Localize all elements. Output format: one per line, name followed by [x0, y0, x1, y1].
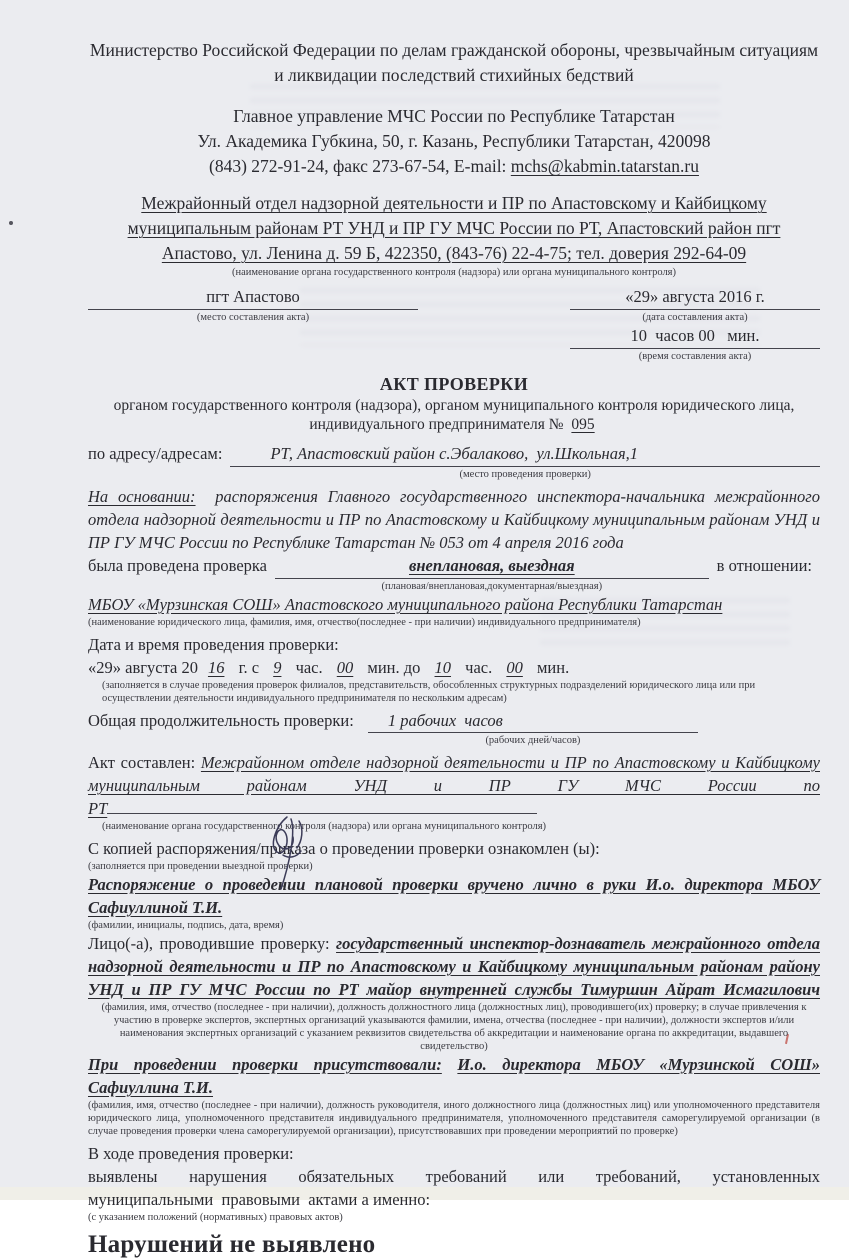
inspector-caption: (фамилия, имя, отчество (последнее - при наличии), должность должностного лица (должностных лиц), проводившего(их) проверку; в случае привлечения к участию в проверке экспертов, экспертных организаций указываются фамилии, имена, отчества (последнее - при наличии), должности экспертов и/или наименования экспертных организаций с указанием реквизитов свидетельства об аккредитации и наименование органа по аккредитации, выдавшего свидетельство) [101, 1002, 807, 1052]
ministry-name: Министерство Российской Федерации по делам гражданской обороны, чрезвычайным ситуациям и ликвидации последствий стихийных бедствий [89, 40, 819, 85]
findings-intro: В ходе проведения проверки: [88, 1144, 294, 1163]
composed-caption: (наименование органа государственного контроля (надзора) или органа муниципального контроля) [102, 821, 547, 832]
attendees-line-2 [88, 1076, 820, 1099]
datetime-caption: (заполняется в случае проведения проверок филиалов, представительств, обособленных структурных подразделений юридического лица или при осуществлении деятельности индивидуального предпринимателя по нескольким адресам) [102, 680, 756, 704]
basis-value: распоряжения Главного государственного инспектора-начальника межрайонного отдела надзорной деятельности и ПР по Апастовскому и Кайбицкому муниципальным районам УНД и ПР ГУ МЧС России по Республике Татарстан № 053 от 4 апреля 2016 года [88, 487, 820, 552]
composed-label: Акт составлен: [88, 753, 196, 772]
document-subtitle-2 [88, 415, 820, 434]
composed-value-3: РТ [88, 799, 108, 818]
subtitle2-prefix: индивидуального предпринимателя № [309, 416, 564, 433]
from-min-value: 00 [336, 658, 354, 677]
conducted-suffix: в отношении: [716, 556, 812, 575]
act-place-caption: (место составления акта) [196, 312, 310, 323]
act-time-value: 10 часов 00 мин. [570, 324, 820, 349]
act-datetime-block [570, 285, 820, 363]
department-address: Ул. Академика Губкина, 50, г. Казань, Республики Татарстан, 420098 [197, 131, 711, 151]
copy-value-line-1: Распоряжение о проведении плановой проверки вручено лично в руки И.о. директора МБОУ [88, 875, 820, 894]
inspector-label: Лицо(-а), проводившие проверку: [88, 934, 330, 953]
copy-note: (заполняется при проведении выездной проверки) [88, 861, 313, 872]
composed-line-2: муниципальным районам УНД и ПР ГУ МЧС России по [88, 776, 820, 795]
attendees-caption: (фамилия, имя, отчество (последнее - при наличии), должность руководителя, иного должностного лица (должностных лиц) или уполномоченного представителя юридического лица, уполномоченного представителя индивидуального предпринимателя, уполномоченного представителя саморегулируемой организации (в случае проведения проверки члена саморегулируемой организации), присутствовавших при проведении мероприятий по проверке) [88, 1100, 820, 1137]
to-hour-value: 10 [434, 658, 452, 677]
copy-acknowledgement-block [88, 837, 820, 932]
datetime-seg4: час. [465, 658, 493, 677]
attendees-value-1: И.о. директора МБОУ «Мурзинской СОШ» [457, 1055, 820, 1074]
authority-caption: (наименование органа государственного контроля (надзора) или органа муниципального контроля) [231, 267, 677, 278]
duration-value: 1 рабочих часов [368, 709, 698, 733]
address-caption: (место проведения проверки) [459, 469, 591, 480]
datetime-seg2: час. [295, 658, 323, 677]
basis-label: На основании: [88, 487, 196, 506]
act-place-block [88, 285, 418, 363]
act-meta-row [88, 285, 820, 363]
datetime-seg3: мин. до [367, 658, 421, 677]
inspection-address-row [88, 442, 820, 481]
composed-line-1 [88, 751, 820, 774]
copy-label: С копией распоряжения/приказа о проведении проверки ознакомлен (ы): [88, 839, 600, 858]
inspected-entity: МБОУ «Мурзинская СОШ» Апастовского муниципального района Республики Татарстан [88, 595, 723, 614]
act-date-value: «29» августа 2016 г. [570, 285, 820, 310]
duration-row [88, 709, 820, 747]
inspector-paragraph [88, 932, 820, 1001]
basis-paragraph [88, 485, 820, 554]
authority-name: Межрайонный отдел надзорной деятельности и ПР по Апастовскому и Кайбицкому муниципальным районам РТ УНД и ПР ГУ МЧС России по РТ, Апастовский район пгт Апастово, ул. Ленина д. 59 Б, 422350, (843-76) 22-4-75; тел. доверия 292-64-09 [127, 193, 781, 263]
duration-label: Общая продолжительность проверки: [88, 711, 354, 730]
act-time-caption: (время составления акта) [638, 351, 752, 362]
composed-line-3 [88, 797, 820, 820]
phone-fax-text: (843) 272-91-24, факс 273-67-54, E-mail: [209, 156, 511, 176]
datetime-seg1: г. с [234, 658, 260, 677]
department-name: Главное управление МЧС России по Республике Татарстан [233, 106, 675, 126]
conducted-prefix: была проведена проверка [88, 556, 267, 575]
inspector-value: государственный инспектор-дознаватель межрайонного отдела надзорной деятельности и ПР по Апастовскому и Кайбицкому муниципальным районам району УНД и ПР ГУ МЧС России по РТ майор внутренней службы Тимуршин Айрат Исмагилович [88, 934, 820, 999]
blank-line [107, 797, 537, 814]
findings-line-2: муниципальными правовыми актами а именно: [88, 1190, 431, 1209]
datetime-line [88, 656, 820, 679]
scan-ink-dot [9, 221, 13, 225]
address-value: РТ, Апастовский район с.Эбалаково, ул.Школьная,1 [230, 442, 820, 467]
copy-value-line-2 [88, 896, 820, 919]
from-hour-value: 9 [273, 658, 282, 677]
address-label: по адресу/адресам: [88, 444, 223, 463]
act-place-value: пгт Апастово [88, 285, 418, 310]
composed-value-1: Межрайонном отделе надзорной деятельности и ПР по Апастовскому и Кайбицкому [200, 753, 820, 772]
copy-caption: (фамилии, инициалы, подпись, дата, время) [88, 920, 284, 931]
findings-caption: (с указанием положений (нормативных) правовых актов) [88, 1212, 343, 1223]
datetime-prefix: «29» августа 20 [88, 658, 198, 677]
department-contacts [88, 154, 820, 179]
attendees-value-2: Сафиуллина Т.И. [88, 1078, 214, 1097]
check-type-row [88, 554, 820, 593]
attendees-label: При проведении проверки присутствовали: [88, 1055, 442, 1074]
document-subtitle-1: органом государственного контроля (надзора), органом муниципального контроля юридического лица, [113, 397, 795, 414]
duration-caption: (рабочих дней/часов) [485, 735, 581, 746]
email-text: mchs@kabmin.tatarstan.ru [510, 156, 699, 176]
check-type-caption: (плановая/внеплановая,документарная/выездная) [381, 581, 603, 592]
datetime-seg5: мин. [536, 658, 570, 677]
attendees-line-1 [88, 1053, 820, 1076]
findings-result: Нарушений не выявлено [88, 1231, 376, 1258]
check-type-value: внеплановая, выездная [275, 554, 709, 579]
document-title: АКТ ПРОВЕРКИ [379, 374, 529, 394]
copy-recipient-name: Сафиуллиной Т.И. [88, 898, 223, 917]
findings-line-1: выявлены нарушения обязательных требований или требований, установленных [88, 1167, 820, 1186]
to-min-value: 00 [506, 658, 523, 677]
act-number: 095 [571, 416, 595, 433]
entity-caption: (наименование юридического лица, фамилия, имя, отчество(последнее - при наличии) индивидуального предпринимателя) [88, 617, 641, 628]
act-date-caption: (дата составления акта) [642, 312, 748, 323]
year-value: 16 [207, 658, 225, 677]
datetime-label: Дата и время проведения проверки: [88, 635, 339, 654]
